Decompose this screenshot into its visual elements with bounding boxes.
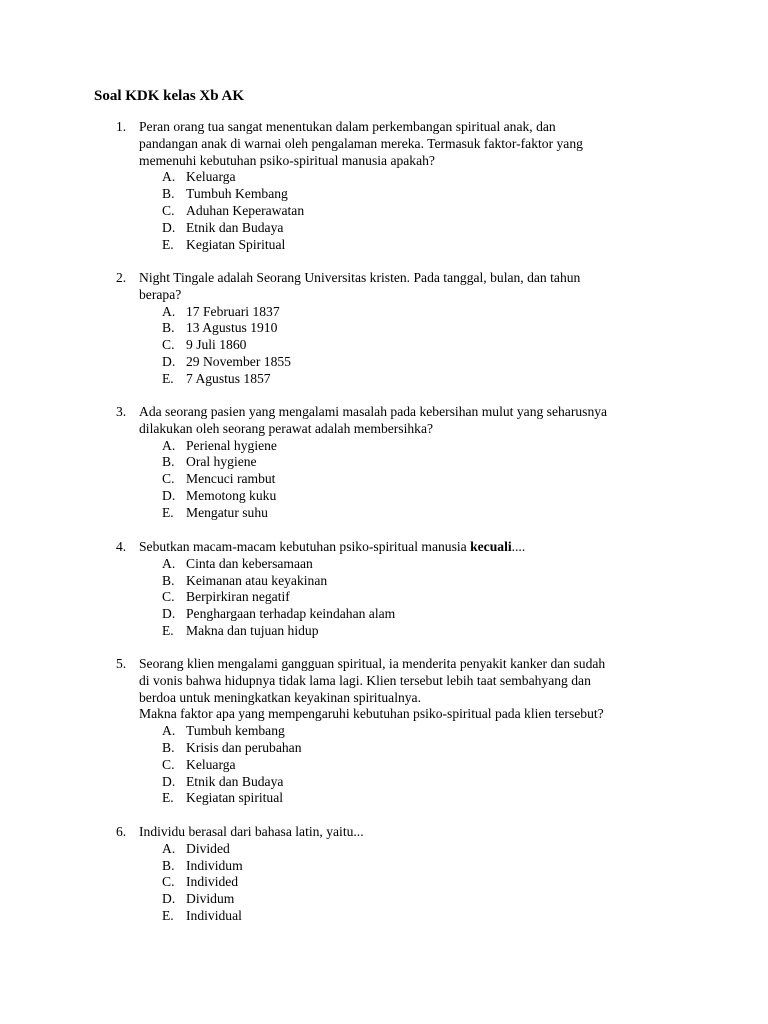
option-list [162,723,768,807]
option-text: 29 November 1855 [186,353,291,369]
option-text: 13 Agustus 1910 [186,320,278,336]
question-2 [0,270,768,388]
question-line: pandangan anak di warnai oleh pengalaman mereka. Termasuk faktor-faktor yang [139,135,583,151]
option-list [162,304,768,388]
option-text: Dividum [186,891,235,907]
question-number: 1. [116,119,127,134]
option-text: Tumbuh kembang [186,723,285,739]
option-e [162,790,768,807]
option-text: Oral hygiene [186,454,257,470]
question-line: Peran orang tua sangat menentukan dalam perkembangan spiritual anak, dan [139,119,556,134]
option-a [162,304,768,321]
option-letter: E. [162,504,174,520]
option-text: Divided [186,840,230,856]
question-line: Individu berasal dari bahasa latin, yaitu... [139,824,364,839]
option-text: Individed [186,874,239,890]
option-letter: D. [162,606,176,622]
option-e [162,623,768,640]
option-b [162,186,768,203]
option-letter: B. [162,186,175,202]
option-letter: C. [162,756,175,772]
option-b [162,573,768,590]
option-text: Etnik dan Budaya [186,219,284,235]
option-text: Keluarga [186,169,236,185]
option-list [162,556,768,640]
question-line: Seorang klien mengalami gangguan spiritual, ia menderita penyakit kanker dan sudah [139,656,606,671]
question-text-suffix: .... [511,539,526,554]
question-number: 3. [116,404,127,419]
question-6 [0,824,768,925]
option-text: Makna dan tujuan hidup [186,622,319,638]
question-line: dilakukan oleh seorang perawat adalah membersihka? [139,420,434,436]
question-line: berapa? [139,286,182,302]
option-c [162,203,768,220]
option-b [162,454,768,471]
option-letter: C. [162,874,175,890]
option-text: 17 Februari 1837 [186,303,280,319]
option-letter: A. [162,840,176,856]
question-text [139,824,679,841]
question-5 [0,656,768,807]
option-text: Kegiatan spiritual [186,790,284,806]
option-e [162,505,768,522]
option-letter: C. [162,589,175,605]
option-letter: E. [162,622,174,638]
option-text: Berpirkiran negatif [186,589,290,605]
question-1 [0,119,768,253]
option-list [162,169,768,253]
question-4 [0,539,768,640]
option-text: Tumbuh Kembang [186,186,288,202]
option-letter: A. [162,723,176,739]
option-text: Mengatur suhu [186,504,268,520]
option-text: Penghargaan terhadap keindahan alam [186,606,396,622]
option-d [162,354,768,371]
question-number: 5. [116,656,127,671]
option-letter: B. [162,572,175,588]
option-c [162,337,768,354]
option-letter: C. [162,337,175,353]
option-c [162,874,768,891]
option-a [162,169,768,186]
option-text: 7 Agustus 1857 [186,370,271,386]
question-line: berdoa untuk meningkatkan keyakinan spiritualnya. [139,689,421,705]
option-text: Perienal hygiene [186,437,277,453]
option-letter: D. [162,487,176,503]
question-text [139,270,679,304]
option-text: Keluarga [186,756,236,772]
question-text [139,539,679,556]
option-letter: D. [162,891,176,907]
option-e [162,908,768,925]
question-text-prefix: Sebutkan macam-macam kebutuhan psiko-spiritual manusia [139,539,471,554]
option-letter: C. [162,202,175,218]
option-d [162,220,768,237]
question-line: Ada seorang pasien yang mengalami masalah pada kebersihan mulut yang seharusnya [139,404,608,419]
question-line [139,539,679,556]
option-text: Aduhan Keperawatan [186,202,305,218]
option-letter: A. [162,437,176,453]
question-line: Makna faktor apa yang mempengaruhi kebutuhan psiko-spiritual pada klien tersebut? [139,706,604,722]
option-letter: C. [162,471,175,487]
option-e [162,371,768,388]
question-line: di vonis bahwa hidupnya tidak lama lagi. Klien tersebut lebih taat sembahyang dan [139,672,591,688]
option-d [162,488,768,505]
option-text: Keimanan atau keyakinan [186,572,328,588]
question-line: memenuhi kebutuhan psiko-spiritual manusia apakah? [139,152,435,168]
option-text: Individual [186,907,242,923]
option-e [162,237,768,254]
question-text [139,119,679,169]
option-c [162,757,768,774]
option-letter: E. [162,790,174,806]
option-letter: B. [162,454,175,470]
option-a [162,841,768,858]
option-b [162,320,768,337]
option-letter: E. [162,370,174,386]
option-text: Mencuci rambut [186,471,276,487]
option-d [162,774,768,791]
option-list [162,841,768,925]
option-letter: B. [162,739,175,755]
question-number: 6. [116,824,127,839]
option-text: Memotong kuku [186,487,277,503]
option-letter: D. [162,353,176,369]
option-letter: D. [162,773,176,789]
option-c [162,589,768,606]
option-text: 9 Juli 1860 [186,337,247,353]
question-text [139,656,679,723]
option-letter: A. [162,555,176,571]
option-text: Cinta dan kebersamaan [186,555,313,571]
option-a [162,556,768,573]
option-letter: D. [162,219,176,235]
option-d [162,891,768,908]
question-emphasis: kecuali [470,539,512,554]
option-a [162,438,768,455]
option-text: Etnik dan Budaya [186,773,284,789]
option-d [162,606,768,623]
option-letter: E. [162,907,174,923]
option-b [162,740,768,757]
question-line: Night Tingale adalah Seorang Universitas kristen. Pada tanggal, bulan, dan tahun [139,270,581,285]
option-letter: B. [162,320,175,336]
option-a [162,723,768,740]
option-letter: B. [162,857,175,873]
option-list [162,438,768,522]
option-text: Individum [186,857,243,873]
question-3 [0,404,768,522]
question-number: 2. [116,270,127,285]
option-text: Kegiatan Spiritual [186,236,286,252]
question-number: 4. [116,539,127,554]
question-text [139,404,679,438]
option-b [162,858,768,875]
option-letter: A. [162,303,176,319]
option-letter: E. [162,236,174,252]
option-c [162,471,768,488]
option-text: Krisis dan perubahan [186,739,302,755]
document-title: Soal KDK kelas Xb AK [94,88,245,104]
option-letter: A. [162,169,176,185]
